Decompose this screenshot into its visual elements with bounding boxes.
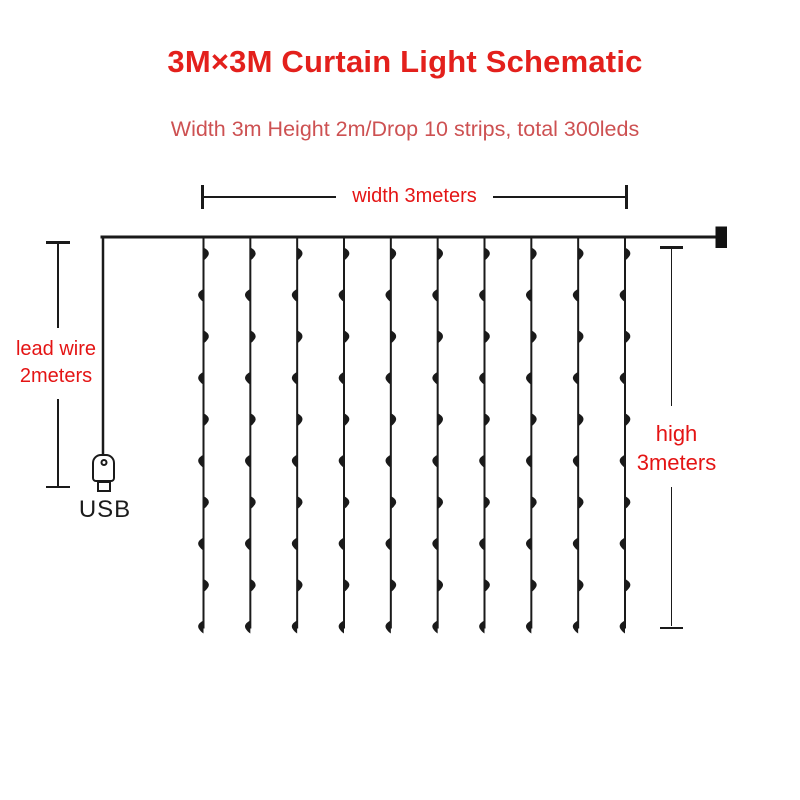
led-mark bbox=[531, 330, 536, 343]
width-dimension bbox=[201, 185, 628, 209]
lead-wire-dimension-line-upper bbox=[57, 243, 59, 328]
led-mark bbox=[438, 496, 443, 509]
led-mark bbox=[245, 621, 250, 634]
led-mark bbox=[620, 289, 625, 302]
led-mark bbox=[485, 330, 490, 343]
led-mark bbox=[339, 289, 344, 302]
led-mark bbox=[292, 372, 297, 385]
led-mark bbox=[531, 248, 536, 261]
led-mark bbox=[432, 372, 437, 385]
lead-wire-dimension-line-lower bbox=[57, 399, 59, 486]
led-mark bbox=[573, 538, 578, 551]
led-mark bbox=[292, 455, 297, 468]
led-mark bbox=[204, 248, 209, 261]
led-mark bbox=[198, 621, 203, 634]
led-mark bbox=[578, 248, 583, 261]
led-mark bbox=[625, 496, 630, 509]
led-mark bbox=[386, 538, 391, 551]
led-mark bbox=[573, 372, 578, 385]
led-mark bbox=[531, 413, 536, 426]
led-mark bbox=[625, 579, 630, 592]
width-dimension-right-tick bbox=[625, 185, 628, 209]
led-mark bbox=[292, 289, 297, 302]
power-plug bbox=[716, 227, 728, 249]
led-mark bbox=[386, 455, 391, 468]
led-mark bbox=[485, 413, 490, 426]
led-mark bbox=[391, 579, 396, 592]
usb-connector-icon bbox=[92, 454, 115, 482]
led-mark bbox=[578, 496, 583, 509]
led-mark bbox=[432, 455, 437, 468]
led-mark bbox=[386, 372, 391, 385]
led-mark bbox=[438, 413, 443, 426]
led-mark bbox=[438, 248, 443, 261]
led-mark bbox=[204, 579, 209, 592]
led-mark bbox=[344, 496, 349, 509]
led-mark bbox=[386, 621, 391, 634]
led-mark bbox=[620, 621, 625, 634]
led-mark bbox=[250, 330, 255, 343]
led-mark bbox=[339, 621, 344, 634]
led-mark bbox=[245, 455, 250, 468]
led-mark bbox=[292, 621, 297, 634]
width-dimension-line-right bbox=[493, 196, 625, 198]
led-mark bbox=[245, 372, 250, 385]
page-title: 3M×3M Curtain Light Schematic bbox=[167, 44, 643, 79]
led-mark bbox=[526, 455, 531, 468]
led-mark bbox=[297, 413, 302, 426]
led-mark bbox=[292, 538, 297, 551]
led-mark bbox=[245, 289, 250, 302]
led-mark bbox=[297, 330, 302, 343]
height-label-line2: 3meters bbox=[636, 450, 717, 475]
led-mark bbox=[391, 248, 396, 261]
led-mark bbox=[479, 538, 484, 551]
led-mark bbox=[250, 413, 255, 426]
led-mark bbox=[344, 413, 349, 426]
led-mark bbox=[432, 621, 437, 634]
led-mark bbox=[479, 621, 484, 634]
led-mark bbox=[438, 330, 443, 343]
height-label-line1: high bbox=[655, 421, 698, 446]
height-dimension-line-lower bbox=[671, 487, 673, 626]
led-mark bbox=[198, 289, 203, 302]
led-mark bbox=[485, 579, 490, 592]
led-mark bbox=[625, 248, 630, 261]
led-mark bbox=[573, 289, 578, 302]
led-mark bbox=[479, 289, 484, 302]
led-mark bbox=[531, 579, 536, 592]
led-mark bbox=[526, 372, 531, 385]
led-mark bbox=[297, 579, 302, 592]
led-mark bbox=[344, 579, 349, 592]
led-mark bbox=[198, 455, 203, 468]
led-mark bbox=[573, 621, 578, 634]
led-mark bbox=[250, 496, 255, 509]
lead-wire-dimension-bottom-tick bbox=[46, 486, 70, 489]
lead-wire-label-line2: 2meters bbox=[19, 365, 93, 387]
led-mark bbox=[578, 330, 583, 343]
led-mark bbox=[198, 538, 203, 551]
led-mark bbox=[485, 248, 490, 261]
usb-plug-tab bbox=[97, 481, 111, 492]
led-mark bbox=[432, 538, 437, 551]
led-mark bbox=[479, 455, 484, 468]
height-label bbox=[616, 419, 737, 477]
led-mark bbox=[204, 330, 209, 343]
led-mark bbox=[344, 330, 349, 343]
led-mark bbox=[198, 372, 203, 385]
led-mark bbox=[344, 248, 349, 261]
led-mark bbox=[339, 538, 344, 551]
height-dimension-line-upper bbox=[671, 249, 673, 406]
page-subtitle: Width 3m Height 2m/Drop 10 strips, total 300leds bbox=[170, 117, 640, 141]
led-mark bbox=[432, 289, 437, 302]
led-mark bbox=[339, 455, 344, 468]
led-mark bbox=[250, 579, 255, 592]
led-mark bbox=[204, 413, 209, 426]
led-mark bbox=[620, 538, 625, 551]
led-mark bbox=[625, 330, 630, 343]
led-mark bbox=[297, 496, 302, 509]
led-mark bbox=[531, 496, 536, 509]
led-mark bbox=[526, 538, 531, 551]
led-mark bbox=[204, 496, 209, 509]
led-mark bbox=[391, 330, 396, 343]
usb-connector-hole bbox=[100, 459, 107, 466]
led-mark bbox=[573, 455, 578, 468]
led-mark bbox=[526, 621, 531, 634]
led-mark bbox=[485, 496, 490, 509]
lead-wire-label bbox=[0, 336, 112, 390]
width-dimension-line-left bbox=[204, 196, 336, 198]
width-label: width 3meters bbox=[352, 184, 477, 207]
led-mark bbox=[526, 289, 531, 302]
led-mark bbox=[386, 289, 391, 302]
led-mark bbox=[578, 579, 583, 592]
led-mark bbox=[479, 372, 484, 385]
led-mark bbox=[245, 538, 250, 551]
lead-wire-label-line1: lead wire bbox=[15, 338, 97, 360]
usb-label: USB bbox=[78, 496, 132, 523]
led-mark bbox=[391, 496, 396, 509]
led-mark bbox=[620, 372, 625, 385]
led-mark bbox=[391, 413, 396, 426]
led-mark bbox=[297, 248, 302, 261]
led-mark bbox=[578, 413, 583, 426]
led-mark bbox=[250, 248, 255, 261]
led-mark bbox=[339, 372, 344, 385]
height-dimension-bottom-tick bbox=[660, 627, 683, 630]
led-mark bbox=[438, 579, 443, 592]
